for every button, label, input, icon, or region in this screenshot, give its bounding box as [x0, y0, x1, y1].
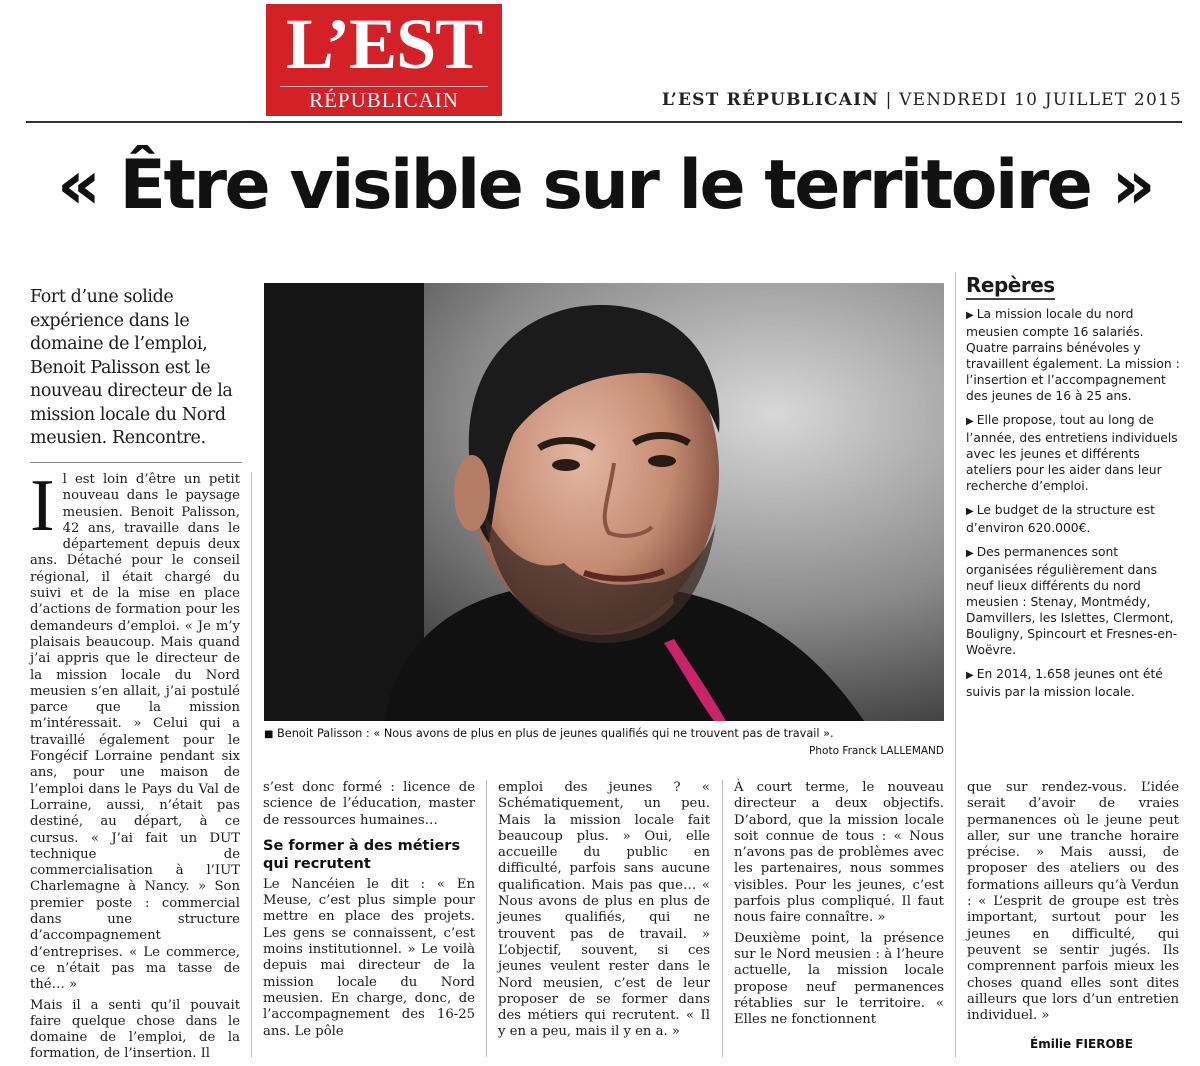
triangle-bullet-icon: ▶ — [966, 670, 974, 681]
portrait-image — [264, 283, 944, 721]
reperes-item — [966, 544, 1180, 658]
reperes-item-text: En 2014, 1.658 jeunes ont été suivis par la mission locale. — [966, 667, 1163, 699]
dateline-publication: L’EST RÉPUBLICAIN — [661, 90, 879, 110]
paragraph — [30, 465, 240, 994]
logo-subtitle: RÉPUBLICAIN — [280, 86, 488, 113]
reperes-item-text: Elle propose, tout au long de l’année, des entretiens individuels avec les jeunes et différents ateliers pour les aider dans leur recherche d’emploi. — [966, 413, 1178, 493]
masthead-rule — [26, 121, 1182, 123]
portrait-photo — [264, 283, 944, 721]
lead-divider — [30, 462, 242, 463]
photo-credit: Photo Franck LALLEMAND — [809, 745, 944, 757]
column-divider — [251, 472, 252, 1057]
paragraph: À court terme, le nouveau directeur a deux objectifs. D’abord, que la mission locale soit connue de tous : « Nous n’avons pas de problèmes avec les partenaires, nous sommes visibles. Pour les jeunes, c’est parfois plus compliqué. Il faut nous faire connaître. » — [734, 780, 944, 926]
reperes-box — [966, 272, 1180, 708]
dateline — [620, 90, 1182, 110]
reperes-item — [966, 306, 1180, 404]
triangle-bullet-icon: ▶ — [966, 310, 974, 321]
reperes-item-text: Le budget de la structure est d’environ 620.000€. — [966, 503, 1155, 535]
dateline-separator: | — [885, 90, 893, 110]
reperes-item — [966, 666, 1180, 700]
article-column-5 — [967, 780, 1179, 1028]
article-column-1 — [30, 465, 240, 1066]
article-headline: « Être visible sur le territoire » — [56, 146, 1154, 225]
paragraph: Deuxième point, la présence sur le Nord meusien : à l’heure actuelle, la mission locale propose neuf permanences rétablies sur le territoire. « Elles ne fonctionnent — [734, 930, 944, 1028]
column-divider — [955, 272, 956, 1057]
photo-caption — [264, 727, 944, 758]
drop-cap: I — [30, 465, 55, 547]
caption-text: Benoit Palisson : « Nous avons de plus en plus de jeunes qualifiés qui ne trouvent pas de travail ». — [277, 727, 834, 740]
reperes-item-text: La mission locale du nord meusien compte 16 salariés. Quatre parrains bénévoles y travaillent également. La mission : l’insertion et l’accompagnement des jeunes de 16 à 25 ans. — [966, 307, 1180, 403]
triangle-bullet-icon: ▶ — [966, 548, 974, 559]
reperes-item — [966, 412, 1180, 494]
dateline-date: VENDREDI 10 JUILLET 2015 — [899, 90, 1182, 110]
caption-bullet: ■ — [264, 729, 274, 740]
paragraph: emploi des jeunes ? « Schématiquement, un peu. Mais la mission locale fait beaucoup plus. » Oui, elle accueille du public en difficulté, parfois sans aucune qualification. Mais pas que… « Nous avons de plus en plus de jeunes qualifiés, qui ne trouvent pas de travail. » L’objectif, souvent, si ces jeunes veulent rester dans le Nord meusien, c’est de leur proposer de se former dans des métiers qui recrutent. « Il y en a peu, mais il y en a. » — [498, 780, 710, 1040]
newspaper-logo — [266, 4, 502, 116]
paragraph: Mais il a senti qu’il pouvait faire quelque chose dans le domaine de l’emploi, de la formation, de l’insertion. Il — [30, 997, 240, 1062]
article-column-3 — [498, 780, 710, 1045]
paragraph: Le Nancéien le dit : « En Meuse, c’est plus simple pour mettre en place des projets. Les gens se connaissent, c’est moins institutionnel. » Le voilà depuis mai directeur de la mission locale du Nord meusien. En charge, donc, de l’accompagnement des 16-25 ans. Le pôle — [263, 876, 475, 1039]
column-divider — [486, 780, 487, 1057]
paragraph: que sur rendez-vous. L’idée serait d’avoir de vraies permanences où le jeune peut aller, sur une tranche horaire précise. » Mais aussi, de proposer des ateliers ou des formations ailleurs qu’à Verdun : « L’esprit de groupe est très important, surtout pour les jeunes en difficulté, qui peuvent se sentir jugés. Ils comprennent parfois mieux les choses quand elles sont dites ailleurs que lors d’un entretien individuel. » — [967, 780, 1179, 1024]
reperes-title: Repères — [966, 272, 1055, 300]
author-signature: Émilie FIEROBE — [1030, 1037, 1134, 1051]
logo-title: L’EST — [285, 4, 483, 84]
paragraph-text: l est loin d’être un petit nouveau dans le paysage meusien. Benoit Palisson, 42 ans, travaille dans le département depuis deux ans. Détaché pour le conseil régional, il était chargé du suivi et de la mise en place d’actions de formation pour les demandeurs d’emploi. « Je m’y plaisais beaucoup. Mais quand j’ai appris que le directeur de la mission locale du Nord meusien s’en allait, j’ai postulé parce que la mission m’intéressait. » Celui qui a travaillé également pour le Fongécif Lorraine pendant six ans, pour une maison de l’emploi dans le Pays du Val de Lorraine, aussi, n’était pas destiné, au départ, à ce cursus. « J’ai fait un DUT technique de commercialisation à l’IUT Charlemagne à Nancy. » Son premier poste : commercial dans une structure d’accompagnement d’entreprises. « Le commerce, ce n’était pas ma tasse de thé… » — [30, 472, 240, 993]
paragraph: s’est donc formé : licence de science de l’éducation, master de ressources humaines… — [263, 780, 475, 828]
reperes-item — [966, 502, 1180, 536]
triangle-bullet-icon: ▶ — [966, 506, 974, 517]
article-subheading: Se former à des métiers qui recrutent — [263, 837, 461, 872]
article-lead: Fort d’une solide expérience dans le domaine de l’emploi, Benoit Palisson est le nouveau directeur de la mission locale du Nord meusien. Rencontre. — [30, 287, 233, 448]
reperes-item-text: Des permanences sont organisées régulièrement dans neuf lieux différents du nord meusien : Stenay, Montmédy, Damvillers, les Islettes, Clermont, Bouligny, Spincourt et Fresnes-en-Woëvre. — [966, 545, 1178, 657]
triangle-bullet-icon: ▶ — [966, 416, 974, 427]
column-divider — [722, 780, 723, 1057]
article-column-4 — [734, 780, 944, 1032]
article-column-2 — [263, 780, 475, 1044]
